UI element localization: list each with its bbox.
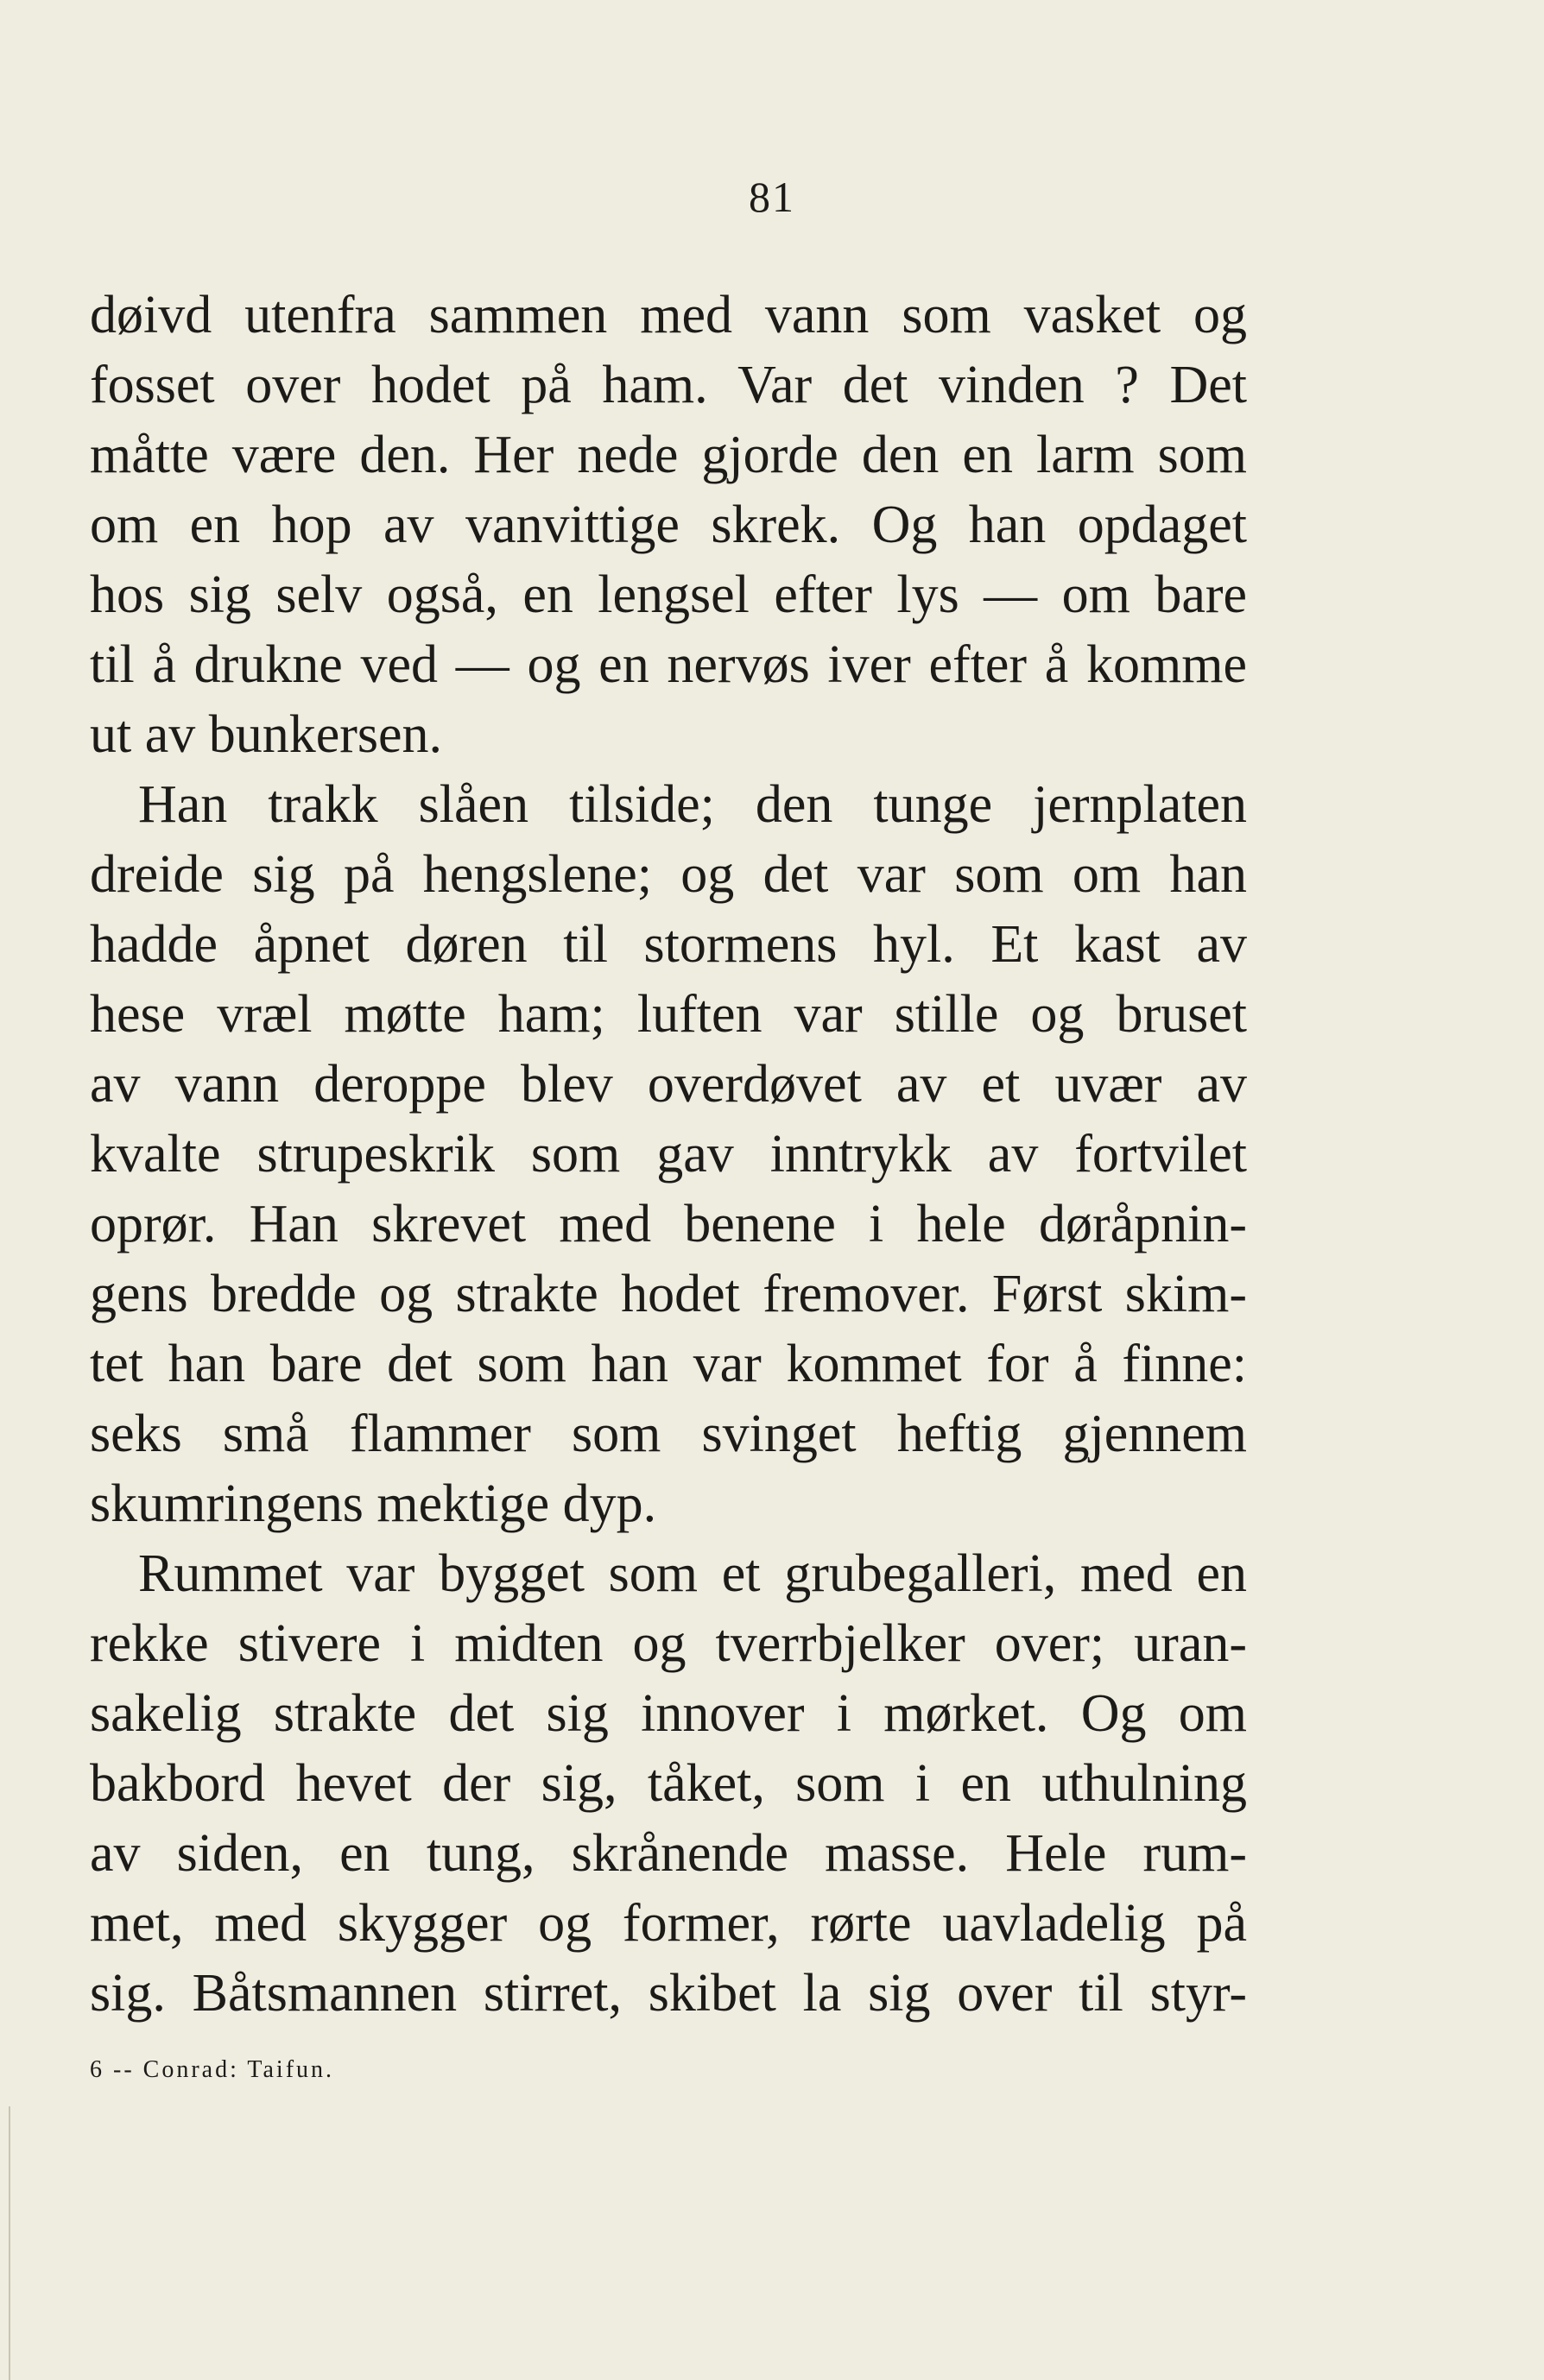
text-line: met, med skygger og former, rørte uavladelig på [90,1894,1247,1953]
text-line: Rummet var bygget som et grubegalleri, med en [138,1544,1247,1603]
text-line: måtte være den. Her nede gjorde den en larm som [90,426,1247,484]
binding-edge [9,2106,10,2380]
text-line: døivd utenfra sammen med vann som vasket og [90,286,1247,344]
text-line: ut av bunkersen. [90,705,443,764]
text-line: bakbord hevet der sig, tåket, som i en uthulning [90,1754,1247,1813]
text-line: gens bredde og strakte hodet fremover. Først skim- [90,1265,1247,1323]
text-line: om en hop av vanvittige skrek. Og han opdaget [90,496,1247,554]
text-line: Han trakk slåen tilside; den tunge jernplaten [138,775,1247,834]
text-line: kvalte strupeskrik som gav inntrykk av fortvilet [90,1125,1247,1184]
text-line: hese vræl møtte ham; luften var stille og bruset [90,985,1247,1044]
text-line: oprør. Han skrevet med benene i hele døråpnin- [90,1195,1247,1253]
text-line: tet han bare det som han var kommet for å finne: [90,1335,1247,1393]
text-line: rekke stivere i midten og tverrbjelker over; uran- [90,1614,1247,1673]
text-line: fosset over hodet på ham. Var det vinden ? Det [90,356,1247,414]
footer-signature: 6 -- Conrad: Taifun. [90,2056,335,2083]
text-line: til å drukne ved — og en nervøs iver efter å komme [90,635,1247,694]
text-line: sig. Båtsmannen stirret, skibet la sig over til styr- [90,1964,1247,2023]
text-line: dreide sig på hengslene; og det var som om han [90,845,1247,904]
text-line: hos sig selv også, en lengsel efter lys — om bare [90,565,1247,624]
page-number: 81 [749,173,795,221]
text-line: av siden, en tung, skrånende masse. Hele rum- [90,1824,1247,1883]
text-line: hadde åpnet døren til stormens hyl. Et kast av [90,915,1247,974]
text-line: skumringens mektige dyp. [90,1474,657,1533]
text-line: seks små flammer som svinget heftig gjennem [90,1405,1247,1463]
body-text [90,281,1247,2029]
text-line: av vann deroppe blev overdøvet av et uvær av [90,1055,1247,1114]
text-line: sakelig strakte det sig innover i mørket. Og om [90,1684,1247,1743]
